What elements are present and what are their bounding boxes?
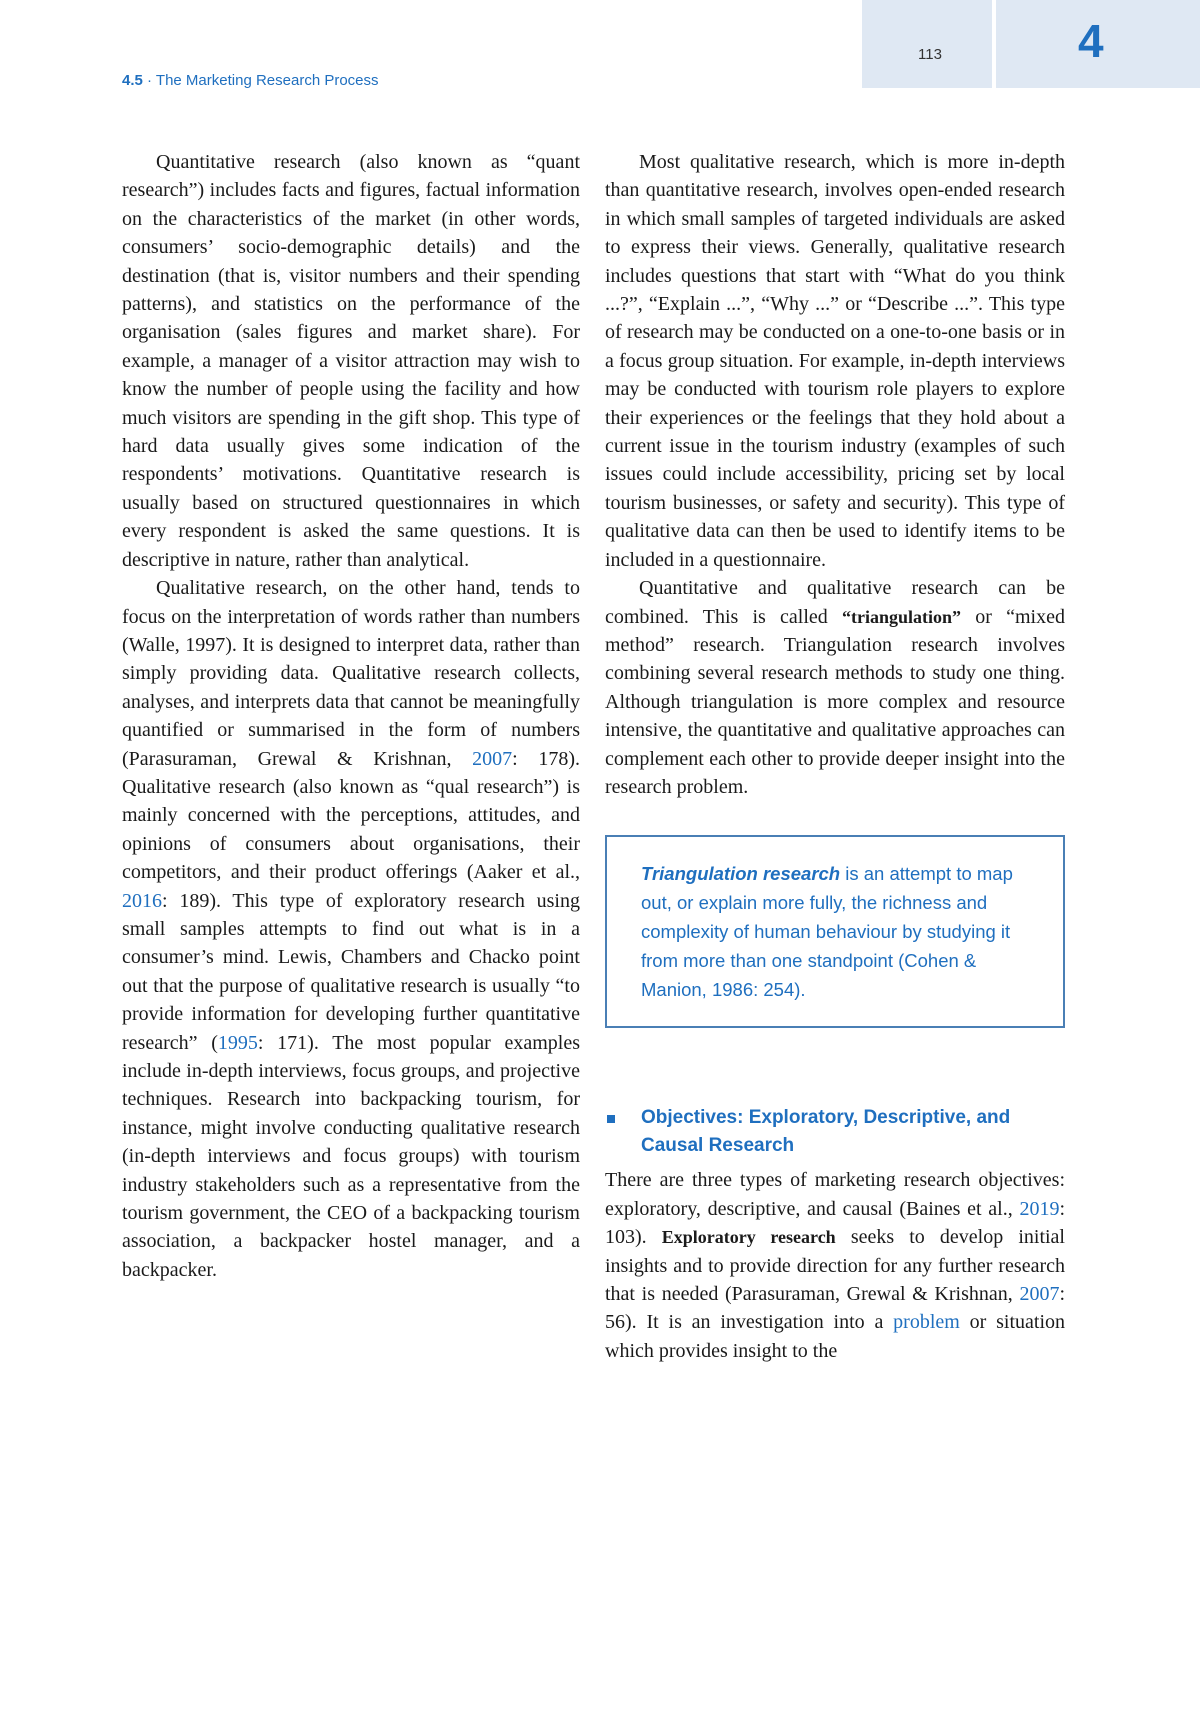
bullet-icon <box>607 1115 615 1123</box>
left-column <box>122 148 580 1284</box>
citation-link[interactable]: 2019 <box>1019 1197 1060 1220</box>
text-run: : 171). The most popular examples include in-depth interviews, focus groups, and projective techniques. Research into backpacking tourism, for instance, might involve conducting qualitative research (in-depth interviews and focus groups) with tourism industry stakeholders such as a representative from the tourism government, the CEO of a backpacking tourism association, a backpacker hostel manager, and a backpacker. <box>122 1031 581 1281</box>
section-number: 4.5 <box>122 72 143 89</box>
citation-link[interactable]: 1995 <box>217 1031 258 1054</box>
running-head <box>122 72 379 89</box>
paragraph-quantitative: Quantitative research (also known as “quant research”) includes facts and figures, factual information on the characteristics of the market (in other words, consumers’ socio-demographic details) and the destination (that is, visitor numbers and their spending patterns), and statistics on the performance of the organisation (sales figures and market share). For example, a manager of a visitor attraction may wish to know the number of people using the facility and how much visitors are spending in the gift shop. This type of hard data usually gives some indication of the respondents’ motivations. Quantitative research is usually based on structured questionnaires in which every respondent is asked the same questions. It is descriptive in nature, rather than analytical. <box>122 151 580 571</box>
citation-link[interactable]: 2007 <box>472 747 513 770</box>
text-run: or “mixed method” research. Triangulation research involves combining several research methods to study one thing. Although triangulation is more complex and resource intensive, the quantitative and qualitative approaches can complement each other to provide deeper insight into the research problem. <box>605 605 1065 798</box>
text-run: Qualitative research, on the other hand, tends to focus on the interpretation of words rather than numbers (Walle, 1997). It is designed to interpret data, rather than simply providing data. Qualitative research collects, analyses, and interprets data that cannot be meaningfully quantified or summarised in the form of numbers (Parasuraman, Grewal & Krishnan, <box>122 577 580 770</box>
text-run: seeks to develop initial insights and to provide direction for any further research that is needed (Parasuraman, Grewal & Krishnan, <box>605 1226 1065 1305</box>
citation-link[interactable]: 2016 <box>122 889 162 912</box>
section-heading-text: Objectives: Exploratory, Descriptive, and Causal Research <box>641 1107 1011 1157</box>
paragraph-qualitative <box>122 574 580 1284</box>
paragraph-qualitative-depth: Most qualitative research, which is more in-depth than quantitative research, involves open-ended research in which small samples of targeted individuals are asked to express their views. Generally, qualitative research includes questions that start with “What do you think ...?”, “Explain ...”, “Why ...” or “Describe ...”. This type of research may be conducted on a one-to-one basis or in a focus group situation. For example, in-depth interviews may be conducted with tourism role players to explore their experiences or the feelings that they hold about a current issue in the tourism industry (examples of such issues could include accessibility, pricing set by local tourism businesses, or safety and security). This type of qualitative data can then be used to identify items to be included in a questionnaire. <box>605 151 1065 571</box>
callout-text: is an attempt to map out, or explain more fully, the richness and complexity of human behaviour by studying it from more than one standpoint (Cohen & Manion, 1986: 254). <box>641 863 1013 1001</box>
key-term: “triangulation” <box>842 606 962 627</box>
page-number-box <box>862 0 992 88</box>
right-column <box>605 148 1065 1365</box>
text-run: : 103). <box>605 1197 1065 1249</box>
text-run: There are three types of marketing research objectives: exploratory, descriptive, and causal (Baines et al., <box>605 1169 1065 1220</box>
text-run: : 178). Qualitative research (also known as “qual research”) is mainly concerned with the perceptions, attitudes, and opinions of consumers about organisations, their competitors, and their product offerings (Aaker et al., <box>122 747 581 884</box>
key-term: Exploratory research <box>661 1227 836 1248</box>
chapter-number: 4 <box>1078 15 1104 67</box>
glossary-link[interactable]: problem <box>893 1311 960 1334</box>
section-heading <box>605 1104 1065 1160</box>
section-separator: · <box>142 72 156 89</box>
text-run: : 56). It is an investigation into a <box>605 1282 1065 1334</box>
citation-link[interactable]: 2007 <box>1019 1282 1060 1305</box>
text-run: Quantitative and qualitative research can be combined. This is called <box>605 577 1065 628</box>
definition-callout <box>605 835 1065 1028</box>
section-title: The Marketing Research Process <box>155 72 379 89</box>
paragraph-triangulation <box>605 574 1065 801</box>
text-run: : 189). This type of exploratory research using small samples attempts to find out what is in a consumer’s mind. Lewis, Chambers and Chacko point out that the purpose of qualitative research is usually “to provide information for developing further quantitative research” ( <box>122 889 580 1054</box>
paragraph-objectives <box>605 1166 1065 1365</box>
text-run: or situation which provides insight to the <box>605 1311 1066 1362</box>
callout-term: Triangulation research <box>641 863 841 885</box>
page-number: 113 <box>918 46 942 63</box>
